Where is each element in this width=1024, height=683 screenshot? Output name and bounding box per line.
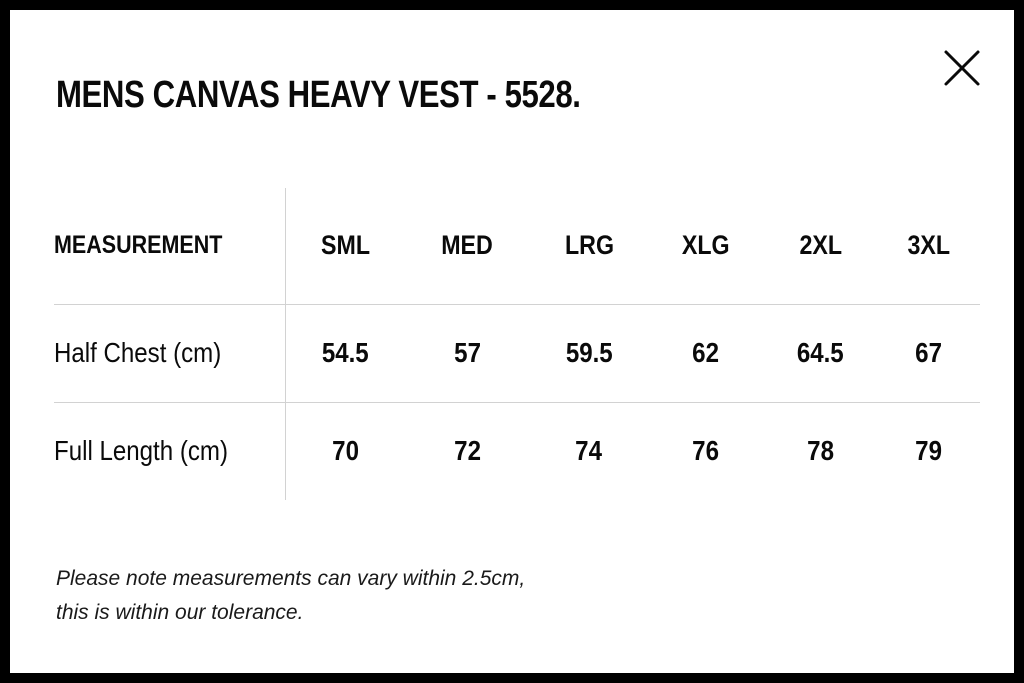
size-header-xlg — [648, 188, 763, 304]
measurement-header — [54, 188, 286, 304]
cell-value: 72 — [453, 435, 481, 467]
size-header-sml — [286, 188, 406, 304]
size-label: LRG — [564, 230, 614, 261]
row-label-text: Full Length (cm) — [54, 435, 228, 467]
row-label-text: Half Chest (cm) — [54, 337, 222, 368]
tolerance-note — [56, 562, 525, 630]
size-label: MED — [441, 230, 494, 261]
size-table — [54, 188, 980, 500]
size-label: XLG — [682, 230, 730, 261]
table-cell — [405, 402, 530, 500]
size-guide-dialog — [10, 10, 1014, 673]
table-cell — [877, 304, 980, 402]
cell-value: 57 — [453, 337, 481, 368]
table-cell — [530, 402, 649, 500]
row-label — [54, 402, 286, 500]
tolerance-note-line-1: Please note measurements can vary within 2.5cm, — [56, 567, 526, 590]
table-cell — [530, 304, 649, 402]
cell-value: 64.5 — [796, 337, 844, 368]
cell-value: 70 — [332, 435, 359, 467]
table-cell — [648, 304, 763, 402]
table-row-full-length — [54, 402, 980, 500]
size-header-3xl — [877, 188, 980, 304]
table-row-half-chest — [54, 304, 980, 402]
size-header-med — [405, 188, 530, 304]
close-icon — [940, 46, 984, 90]
table-cell — [286, 402, 406, 500]
table-cell — [405, 304, 530, 402]
cell-value: 62 — [692, 337, 720, 368]
cell-value: 67 — [915, 337, 942, 368]
table-cell — [286, 304, 406, 402]
close-button[interactable] — [940, 46, 984, 90]
cell-value: 54.5 — [322, 337, 369, 368]
tolerance-note-line-2: this is within our tolerance. — [56, 601, 304, 624]
size-header-lrg — [530, 188, 649, 304]
size-label: 3XL — [907, 230, 950, 261]
size-label: SML — [321, 230, 371, 261]
size-label: 2XL — [799, 230, 842, 261]
measurement-header-label: MEASUREMENT — [54, 231, 223, 260]
cell-value: 74 — [575, 435, 603, 467]
cell-value: 79 — [915, 435, 942, 467]
table-cell — [764, 402, 877, 500]
cell-value: 78 — [806, 435, 834, 467]
table-cell — [764, 304, 877, 402]
table-cell — [877, 402, 980, 500]
dialog-title: MENS CANVAS HEAVY VEST - 5528. — [56, 74, 581, 116]
cell-value: 59.5 — [565, 337, 613, 368]
table-header-row — [54, 188, 980, 304]
row-label — [54, 304, 286, 402]
cell-value: 76 — [692, 435, 720, 467]
size-header-2xl — [764, 188, 877, 304]
table-cell — [648, 402, 763, 500]
